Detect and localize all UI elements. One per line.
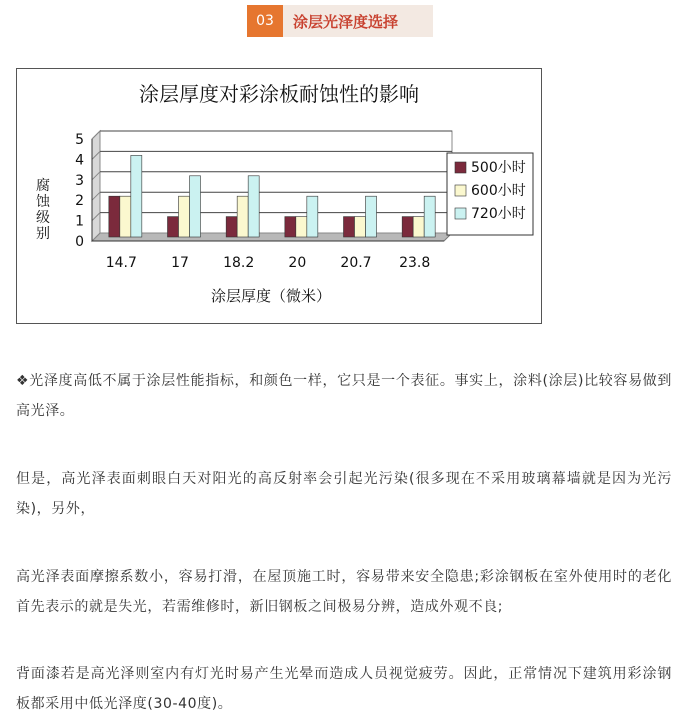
- bar-600小时-18.2: [237, 196, 248, 237]
- legend-swatch-720小时: [455, 208, 466, 219]
- bar-600小时-20.7: [355, 217, 366, 237]
- bar-600小时-14.7: [120, 196, 131, 237]
- legend-label-720小时: 720小时: [471, 206, 526, 222]
- chart-x-tick-label: 23.8: [399, 255, 431, 271]
- section-title: 涂层光泽度选择: [283, 5, 433, 37]
- chart-y-tick-label: 1: [75, 213, 84, 230]
- chart-svg: [17, 69, 541, 323]
- paragraph-backcoat-conclusion: 背面漆若是高光泽则室内有灯光时易产生光晕而造成人员视觉疲劳。因此，正常情况下建筑用彩涂钢板都采用中低光泽度(30-40度)。: [16, 666, 672, 712]
- chart-plot-area: [100, 131, 452, 233]
- corrosion-chart: [16, 68, 542, 324]
- bar-720小时-23.8: [424, 196, 435, 237]
- chart-x-tick-label: 14.7: [105, 255, 137, 271]
- bar-500小时-14.7: [109, 196, 120, 237]
- bar-720小时-18.2: [248, 176, 259, 237]
- section-number: 03: [247, 5, 283, 37]
- chart-y-tick-label: 5: [75, 132, 84, 148]
- bar-600小时-17: [179, 196, 190, 237]
- bar-720小时-20: [307, 196, 318, 237]
- chart-floor: [92, 233, 452, 241]
- bar-720小时-20.7: [366, 196, 377, 237]
- section-header: [247, 5, 433, 37]
- bar-600小时-20: [296, 217, 307, 237]
- bar-500小时-18.2: [226, 217, 237, 237]
- legend-swatch-600小时: [455, 185, 466, 196]
- legend-label-500小时: 500小时: [471, 160, 526, 176]
- bar-500小时-20.7: [344, 217, 355, 237]
- chart-y-tick-label: 0: [75, 234, 84, 250]
- bar-500小时-23.8: [402, 217, 413, 237]
- legend-label-600小时: 600小时: [471, 183, 526, 199]
- chart-y-tick-label: 4: [75, 152, 84, 169]
- paragraph-slip-aging: 高光泽表面摩擦系数小，容易打滑，在屋顶施工时，容易带来安全隐患;彩涂钢板在室外使用时的老化首先表示的就是失光，若需维修时，新旧钢板之间极易分辨，造成外观不良;: [16, 569, 672, 615]
- bar-720小时-17: [190, 176, 201, 237]
- bar-500小时-17: [168, 217, 179, 237]
- chart-title: 涂层厚度对彩涂板耐蚀性的影响: [139, 82, 419, 106]
- bar-600小时-23.8: [413, 217, 424, 237]
- chart-y-tick-label: 2: [75, 193, 84, 210]
- chart-x-tick-label: 20.7: [340, 255, 372, 271]
- chart-y-tick-label: 3: [75, 172, 84, 189]
- chart-x-tick-label: 20: [288, 255, 307, 271]
- paragraph-light-pollution: 但是，高光泽表面刺眼白天对阳光的高反射率会引起光污染(很多现在不采用玻璃幕墙就是因为光污染)，另外，: [16, 471, 672, 517]
- chart-x-tick-label: 18.2: [223, 255, 255, 271]
- chart-x-tick-label: 17: [171, 255, 189, 271]
- chart-x-axis-label: 涂层厚度（微米）: [210, 287, 332, 305]
- chart-y-axis-label: 腐蚀级别: [36, 178, 50, 242]
- chart-legend: [447, 153, 533, 235]
- legend-swatch-500小时: [455, 162, 466, 173]
- chart-side-wall: [92, 131, 100, 241]
- paragraph-gloss-intro: ❖光泽度高低不属于涂层性能指标，和颜色一样，它只是一个表征。事实上，涂料(涂层)比较容易做到高光泽。: [16, 373, 672, 419]
- bar-500小时-20: [285, 217, 296, 237]
- bar-720小时-14.7: [131, 155, 142, 237]
